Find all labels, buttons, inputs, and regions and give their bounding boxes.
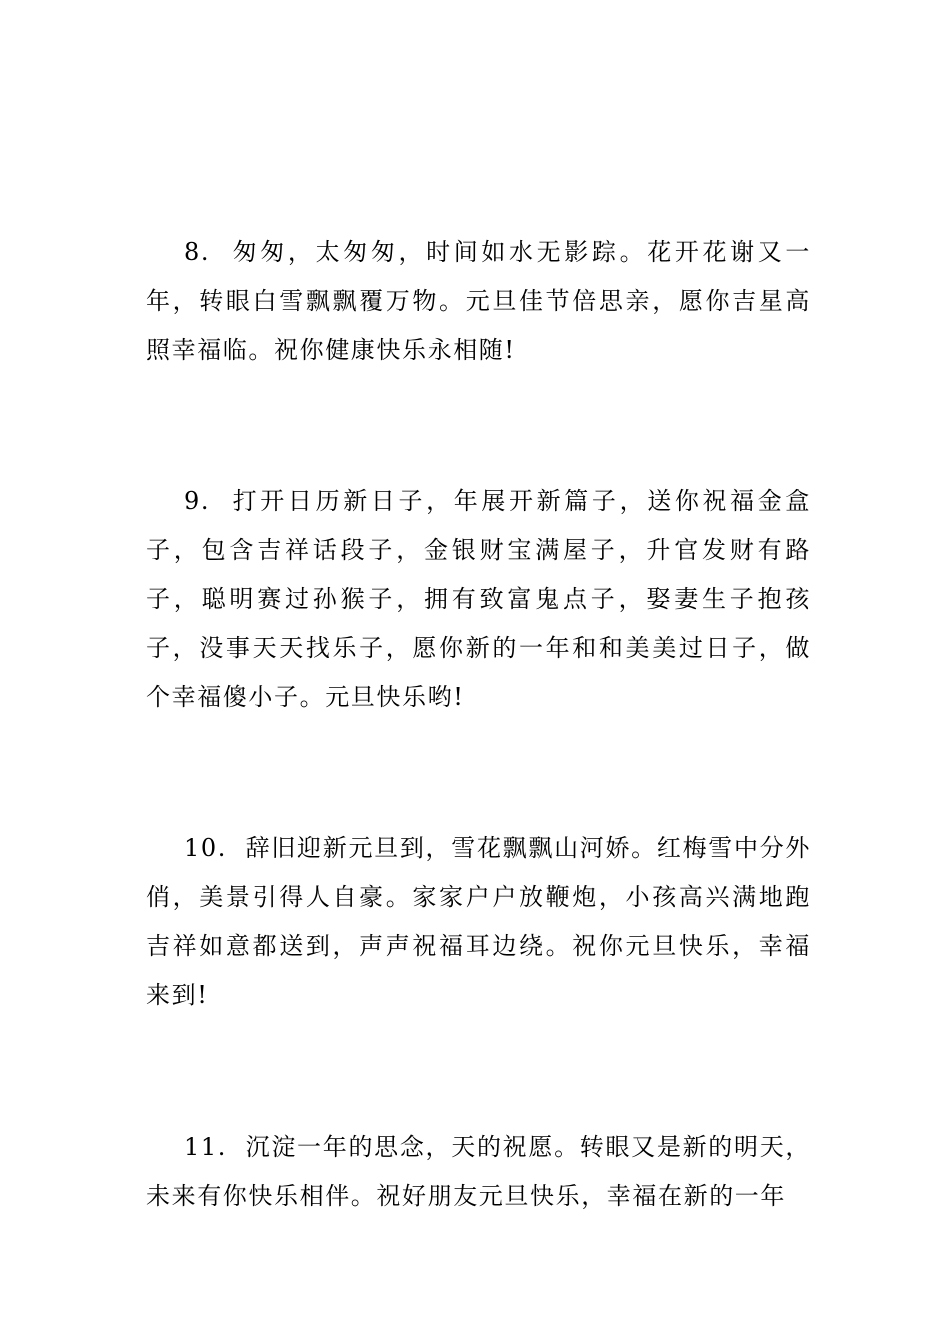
wish-paragraph-9 bbox=[146, 477, 811, 722]
wish-paragraph-11 bbox=[146, 1123, 811, 1221]
paragraph-number: 9. bbox=[184, 487, 211, 515]
paragraph-text: 沉淀一年的思念，天的祝愿。转眼又是新的明天，未来有你快乐相伴。祝好朋友元旦快乐，幸福在新的一年 bbox=[146, 1133, 811, 1210]
paragraph-text: 匆匆，太匆匆，时间如水无影踪。花开花谢又一年，转眼白雪飘飘覆万物。元旦佳节倍思亲，愿你吉星高照幸福临。祝你健康快乐永相随! bbox=[146, 238, 811, 364]
wish-paragraph-8 bbox=[146, 228, 811, 375]
paragraph-text: 打开日历新日子，年展开新篇子，送你祝福金盒子，包含吉祥话段子，金银财宝满屋子，升官发财有路子，聪明赛过孙猴子，拥有致富鬼点子，娶妻生子抱孩子，没事天天找乐子，愿你新的一年和和美美过日子，做个幸福傻小子。元旦快乐哟! bbox=[146, 487, 811, 711]
paragraph-text: 辞旧迎新元旦到，雪花飘飘山河娇。红梅雪中分外俏，美景引得人自豪。家家户户放鞭炮，小孩高兴满地跑吉祥如意都送到，声声祝福耳边绕。祝你元旦快乐，幸福来到! bbox=[146, 834, 811, 1009]
paragraph-number: 10. bbox=[184, 834, 227, 862]
wish-paragraph-10 bbox=[146, 824, 811, 1020]
paragraph-number: 11. bbox=[184, 1133, 227, 1161]
paragraph-number: 8. bbox=[184, 238, 211, 266]
